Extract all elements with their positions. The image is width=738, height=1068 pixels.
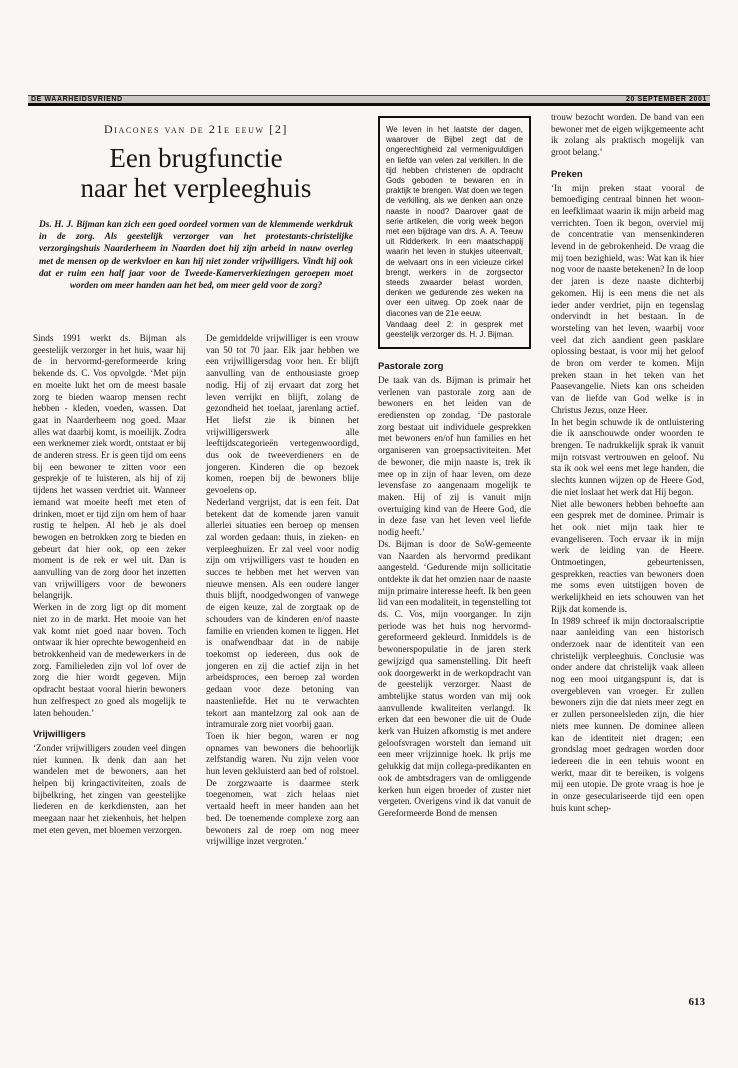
series-kicker: Diacones van de 21e eeuw [2] (103, 122, 289, 136)
body-paragraph: trouw bezocht worden. De band van een bewoner met de eigen wijkgemeente acht ik zolang als praktisch mogelijk van groot belang.’ (551, 112, 704, 158)
body-paragraph: Nederland vergrijst, dat is een feit. Dat betekent dat de komende jaren vanuit allerlei situaties een beroep op mensen zal worden gedaan: thuis, in zieken- en verpleeghuizen. Er zal veel voor nodig zijn om vrijwilligers vast te houden en succes te hebben met het werven van nieuwe mensen. Als een oudere langer thuis blijft, noodgedwongen of vanwege de eigen keuze, zal de zorgtaak op de schouders van de kinderen en/of naaste familie en vrienden komen te liggen. Het is onafwendbaar dat in de nabije toekomst op iedereen, dus ook de jongeren en zij die actief zijn in het arbeidsproces, een beroep zal worden gedaan voor deze betoning van naastenliefde. Het nu te verwachten tekort aan mantelzorg zal ook aan de intramurale zorg niet voorbij gaan. (206, 496, 359, 730)
series-box-body: We leven in het laatste der dagen, waarover de Bijbel zegt dat de ongerechtigheid zal vermenigvuldigen en liefde van velen zal verkillen. In die tijd hebben christenen de opdracht Gods geboden te bewaren en in praktijk te brengen. Wat doen we tegen de verkilling, als we denken aan onze naaste in nood? Daarover gaat de serie artikelen, die vorig week begon met een bijdrage van drs. A. A. Teeuw uit Ridderkerk. In een maatschappij waarin het leven in stukjes uiteenvalt, de welvaart ons in een vicieuze cirkel brengt, werkers in de zorgsector steeds zwaarder belast worden, denken we gedurende zes weken na over een uitweg. Op zoek naar de diacones van de 21e eeuw. (386, 125, 523, 318)
masthead-date: 20 SEPTEMBER 2001 (625, 96, 707, 103)
body-paragraph: De gemiddelde vrijwilliger is een vrouw van 50 tot 70 jaar. Elk jaar hebben we een vrijwilligersdag voor hen. Er blijft aanvulling van de enthousiaste groep nodig. Hij of zij ervaart dat zorg het leven verrijkt en blijft, zolang de gezondheid het toelaat, jarenlang actief. Het liefst zie ik binnen het vrijwilligerswerk alle leeftijdscategorieën vertegenwoordigd, dus ook de tweeverdieners en de jongeren. Kinderen die op bezoek komen, roepen bij de bewoners blije gevoelens op. (206, 333, 359, 496)
body-paragraph: Ds. Bijman is door de SoW-gemeente van Naarden als hervormd predikant aangesteld. ‘Gedurende mijn sollicitatie ontdekte ik dat het omzien naar de naaste mijn primaire interesse heeft. Ik ben geen lid van een modaliteit, in tegenstelling tot ds. C. Vos, mijn voorganger. In zijn periode was het huis nog hervormd-gereformeerd gekleurd. Inmiddels is de bewonerspopulatie in de jaren sterk gewijzigd qua samenstelling. Dit heeft ook doorgewerkt in de werkopdracht van de geestelijk verzorger. Naast de ambtelijke status worden van mij ook aanvullende kwaliteiten verlangd. Ik erken dat een bewoner die uit de Oude kerk van Huizen afkomstig is met andere geloofsvragen worstelt dan iemand uit een meer vrijzinnige hoek. Ik prijs me gelukkig dat mijn collega-predikanten en ook de ambtsdragers van de omliggende kerken hun eigen broeder of zuster niet vergeten. Overigens vind ik dat vanuit de Gereformeerde Bond de mensen (378, 538, 531, 818)
article-title (33, 143, 359, 203)
masthead-title: DE WAARHEIDSVRIEND (31, 96, 123, 103)
body-column-1 (33, 333, 186, 1023)
section-heading-pastorale-zorg: Pastorale zorg (378, 361, 444, 373)
body-paragraph: ‘In mijn preken staat vooral de bemoediging centraal binnen het woon- en leefklimaat waarin ik mijn arbeid mag verrichten. Toen ik begon, overviel mij de concentratie van mensenkinderen levend in de gebrokenheid. De vraag die mij toen bezighield, was: Wat kan ik hier nog voor de naaste betekenen? In de loop der jaren is deze naaste dichterbij gekomen. Hij is een mens die net als ieder ander verdriet, pijn en tegenslag ondervindt in het bestaan. In de worsteling van het leven, waarbij voor veel dat zich aandient geen pasklare oplossing bestaat, is voor mij het geloof de bron om verder te komen. Mijn preken staan in het teken van het Paasevangelie. Niets kan ons scheiden van de liefde van God welke is in Christus Jezus, onze Heer. (551, 182, 704, 415)
body-paragraph: Toen ik hier begon, waren er nog opnames van bewoners die behoorlijk zelfstandig waren. Nu zijn velen voor hun leven gekluisterd aan bed of rolstoel. De zorgzwaarte is daarmee sterk toegenomen, wat zich helaas niet vertaald heeft in meer handen aan het bed. De toenemende complexe zorg aan bewoners zal de roep om nog meer vrijwillige inzet vergroten.’ (206, 730, 359, 847)
masthead (28, 95, 710, 106)
body-paragraph: De taak van ds. Bijman is primair het verlenen van pastorale zorg aan de bewoners en het leiden van de erediensten op zondag. ‘De pastorale zorg bestaat uit individuele gesprekken met bewoners en/of hun families en het organiseren van groepsactiviteiten. Met de bewoner, die mijn naaste is, trek ik mee op in zijn of haar leven, om deze levensfase zo aangenaam mogelijk te maken. Hij of zij is vanuit mijn overtuiging kind van de Heere God, die in deze fase van het leven veel liefde nodig heeft.’ (378, 374, 531, 538)
body-paragraph: In 1989 schreef ik mijn doctoraalscriptie naar aanleiding van een historisch onderzoek naar de identiteit van een christelijk verpleeghuis. Conclusie was onder andere dat christelijk vaak alleen nog een mooi uitgangspunt is, dat is overgebleven van vroeger. Er zullen bewoners zijn die dat niets meer zegt en er zullen personeelsleden zijn, die hier niets mee kunnen. De dominee alleen kan de identiteit niet dragen; een grondslag moet gedragen worden door iedereen die in een tehuis woont en werkt, maar dit te bereiken, is volgens mij een utopie. De grote vraag is hoe je in onze geseculariseerde tijd een open huis kunt schep- (551, 615, 704, 813)
body-column-3 (378, 116, 531, 1021)
body-column-4 (551, 112, 704, 1017)
body-paragraph: Sinds 1991 werkt ds. Bijman als geestelijk verzorger in het huis, waar hij de in hervormd-gereformeerde kring bekende ds. C. Vos opvolgde. ‘Met pijn en moeite lukt het om de meest basale zorg te bieden waarop mensen recht hebben - kleden, voeden, wassen. Dat gaat in Naarderheem nog goed. Maar alles wat daarbij komt, is moeilijk. Zodra een werknemer ziek wordt, ontstaat er bij de anderen stress. Er is geen tijd om eens bij een bewoner te zitten voor een gesprekje of te luisteren, als hij of zij tijdens het wassen verdriet uit. Wanneer iemand wat moeite heeft met eten of drinken, moet er tijd zijn om hem of haar rustig te helpen. Al heb je als doel bewogen en betrokken zorg te bieden en gebeurt dat hier ook, op een zeker moment is de rek er wel uit. Dan is aanvulling van de zorg door het inzetten van vrijwilligers voor de bewoners belangrijk. (33, 333, 186, 601)
article-title-line2: naar het verpleeghuis (80, 173, 312, 203)
series-intro-box (378, 116, 531, 349)
body-paragraph: Niet alle bewoners hebben behoefte aan een gesprek met de dominee. Primair is het ook niet mijn taak hier te evangeliseren. Toch ervaar ik in mijn werk de leiding van de Heere. Ontmoetingen, gebeurtenissen, gesprekken, reacties van bewoners doen me soms even uitstijgen boven de werkelijkheid en iets schouwen van het Rijk dat komende is. (551, 498, 704, 614)
body-column-2 (206, 333, 359, 1023)
article-header (33, 122, 359, 292)
body-paragraph: ‘Zonder vrijwilligers zouden veel dingen niet kunnen. Ik denk dan aan het wandelen met de bewoners, aan het helpen bij kringactiviteiten, zoals de bijbelkring, het zingen van geestelijke liederen en de kerkdiensten, aan het meegaan naar het ziekenhuis, het helpen met eten geven, met bloemen verzorgen. (33, 742, 186, 835)
section-heading-vrijwilligers: Vrijwilligers (33, 729, 86, 741)
page-number: 613 (688, 996, 705, 1008)
body-paragraph: In het begin schuwde ik de ontluistering die ik aanschouwde onder woorden te brengen. Te nadrukkelijk sprak ik vanuit mijn rotsvast vertrouwen en geloof. Nu sta ik ook wel eens met lege handen, die slechts kunnen wijzen op de Heere God, die niet loslaat het werk dat Hij begon. (551, 416, 704, 497)
section-heading-preken: Preken (551, 168, 583, 180)
article-title-line1: Een brugfunctie (109, 143, 283, 173)
body-paragraph: Werken in de zorg ligt op dit moment niet zo in de markt. Het mooie van het vak komt niet goed naar boven. Toch ontwaar ik hier oprechte bewogenheid en betrokkenheid van de medewerkers in de zorg. Familieleden zijn vol lof over de zorg die hier wordt gegeven. Mijn opdracht bestaat vooral hierin bewoners hun zelfrespect zo goed als mogelijk te laten behouden.’ (33, 602, 186, 718)
series-box-footer: Vandaag deel 2: in gesprek met geestelijk verzorger ds. H. J. Bijman. (386, 319, 523, 340)
article-intro: Ds. H. J. Bijman kan zich een goed oordeel vormen van de klemmende werkdruk in de zorg. Als geestelijk verzorger van het protestants-christelijke verzorgingshuis Naarderheem in Naarden doet hij zijn arbeid in nauw overleg met de mensen op de werkvloer en kan hij niet zonder vrijwilligers. Vindt hij ook dat er ruim een half jaar voor de Tweede-Kamerverkiezingen geroepen moet worden om meer handen aan het bed, om meer geld voor de zorg? (39, 220, 353, 292)
